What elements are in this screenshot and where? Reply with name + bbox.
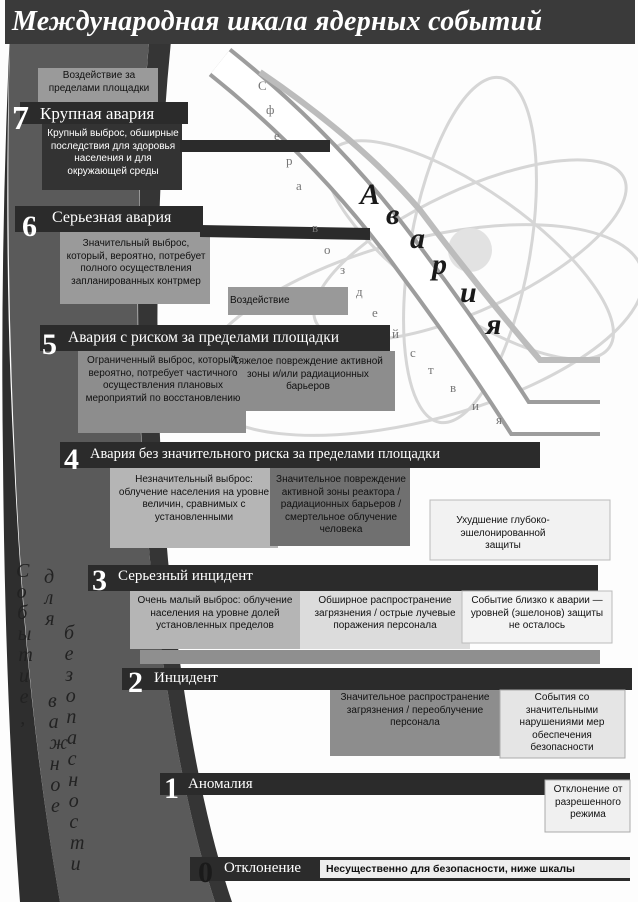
level-3-desc: Очень малый выброс: облучение населения на уровне долей установленных пределов [137, 595, 293, 631]
level-3-site: Обширное распространение загрязнения / острые лучевые поражения персонала [314, 595, 456, 631]
level-6-number: 6 [22, 210, 37, 243]
vertical-letter: с [69, 811, 79, 833]
accident-arc-letter: а [410, 222, 425, 255]
level-2-number: 2 [128, 666, 143, 699]
level-2-name: Инцидент [154, 670, 218, 686]
level-4-number: 4 [64, 443, 79, 476]
level-7-name: Крупная авария [40, 104, 155, 123]
vertical-letter: ж [49, 732, 68, 754]
level-5-number: 5 [42, 328, 57, 361]
accident-arc-letter: р [432, 248, 447, 281]
vertical-letter: з [65, 664, 73, 686]
sphere-arc-letter: е [372, 305, 378, 320]
sphere-arc-letter: д [356, 284, 363, 299]
accident-arc-letter: А [360, 178, 381, 211]
sphere-arc-letter: в [312, 220, 319, 235]
level-5-desc: Ограниченный выброс, который, вероятно, потребует частичного осуществления плановых мероприятий по восстановлению [85, 355, 241, 404]
vertical-letter: т [70, 832, 85, 854]
sphere-arc-letter: з [340, 262, 346, 277]
vertical-letter: л [44, 587, 54, 609]
level-1-number: 1 [164, 772, 179, 805]
sphere-arc-letter: а [296, 178, 302, 193]
sphere-arc-letter: ф [266, 102, 275, 117]
vertical-letter: о [65, 685, 76, 707]
level-5-name: Авария с риском за пределами площадки [68, 329, 340, 346]
vertical-letter: , [20, 707, 26, 729]
vertical-letter: и [19, 665, 29, 687]
impact-label: Воздействие [230, 295, 290, 306]
sphere-arc-letter: р [286, 153, 293, 168]
vertical-letter: а [48, 711, 59, 733]
vertical-letter: в [48, 690, 57, 712]
sphere-arc-letter: о [324, 242, 331, 257]
vertical-letter: д [44, 566, 55, 588]
level-4-name: Авария без значительного риска за пределами площадки [90, 446, 440, 462]
level-0-name: Отклонение [224, 860, 302, 876]
vertical-letter: б [64, 622, 75, 644]
vertical-letter: е [64, 643, 74, 665]
vertical-letter: с [67, 748, 77, 770]
level-4-desc: Незначительный выброс: облучение населения на уровне величин, сравнимых с установленными [118, 474, 270, 523]
sphere-arc-letter: и [472, 398, 479, 413]
level-7-number: 7 [12, 100, 29, 137]
level-7-desc: Крупный выброс, обширные последствия для здоровья населения и для окружающей среды [47, 128, 179, 177]
vertical-letter: т [18, 644, 33, 666]
vertical-letter: ы [17, 623, 32, 645]
accident-arc-letter: я [486, 308, 502, 341]
page-title: Международная шкала ядерных событий [12, 6, 543, 37]
sphere-arc-letter: е [274, 128, 280, 143]
vertical-letter: е [19, 686, 29, 708]
level-4-defence: Ухудшение глубоко-эшелонированной защиты [456, 515, 550, 551]
level-5-site: Тяжелое повреждение активной зоны и/или радиационных барьеров [233, 356, 383, 392]
sphere-arc-letter: т [428, 362, 434, 377]
sphere-arc-letter: й [392, 326, 399, 341]
level-3-defence: Событие близко к аварии — уровней (эшелонов) защиты не осталось [470, 595, 604, 631]
vertical-letter: я [45, 608, 55, 630]
vertical-letter: н [49, 753, 60, 775]
vertical-letter: С [16, 560, 30, 582]
vertical-letter: о [16, 581, 27, 603]
vertical-letter: о [50, 774, 61, 796]
level-0-number: 0 [198, 856, 213, 889]
level-3-name: Серьезный инцидент [118, 568, 253, 584]
level-4-site: Значительное повреждение активной зоны реактора / радиационных барьеров / смертельное облучение человека [276, 474, 406, 535]
level-2-defence: События со значительными нарушениями мер обеспечения безопасности [519, 692, 605, 753]
level-1-defence: Отклонение от разрешенного режима [553, 784, 623, 820]
outside-impact-label: Воздействие за пределами площадки [48, 70, 150, 94]
sphere-arc-letter: в [450, 380, 457, 395]
vertical-letter: а [67, 727, 77, 749]
level-2-site: Значительное распространение загрязнения / переоблучение персонала [340, 692, 490, 728]
level-0-desc: Несущественно для безопасности, ниже шкалы [326, 863, 576, 875]
vertical-letter: о [68, 790, 79, 812]
vertical-letter: н [68, 769, 79, 791]
vertical-letter: е [51, 795, 60, 817]
level-6-name: Серьезная авария [52, 209, 172, 226]
vertical-letter: п [66, 706, 77, 728]
sphere-arc-letter: я [496, 412, 502, 427]
level-3-number: 3 [92, 564, 107, 597]
level-6-desc: Значительный выброс, который, вероятно, потребует полного осуществления запланированных контрмер [66, 238, 206, 287]
sphere-arc-letter: С [258, 78, 267, 93]
sphere-arc-letter: с [410, 345, 416, 360]
level-1-name: Аномалия [188, 776, 253, 792]
accident-arc-letter: в [386, 198, 400, 231]
vertical-letter: б [17, 602, 28, 624]
vertical-letter: и [70, 853, 81, 875]
accident-arc-letter: и [460, 276, 477, 309]
